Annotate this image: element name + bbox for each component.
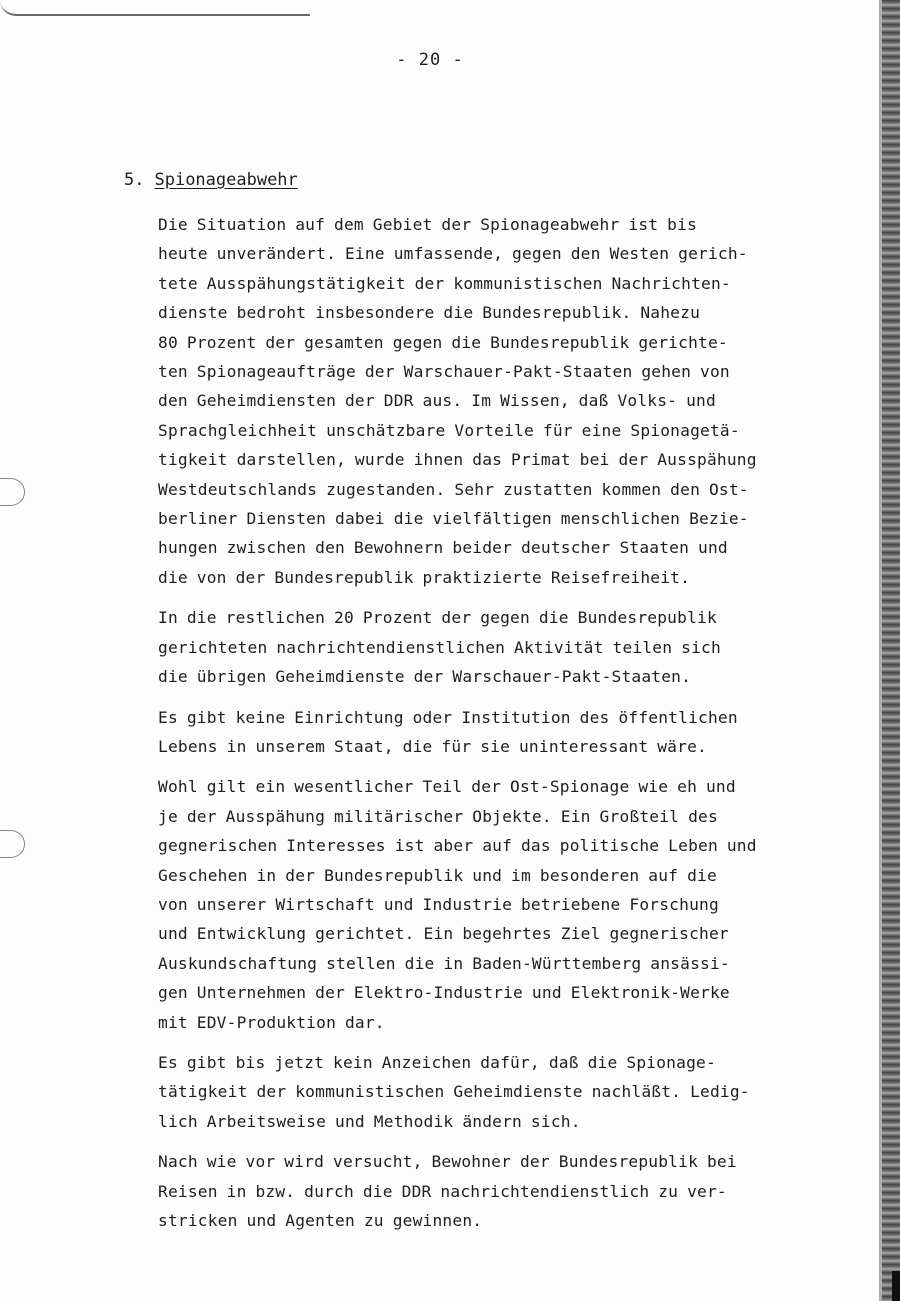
text-line: tete Ausspähungstätigkeit der kommunistischen Nachrichten-: [158, 273, 731, 293]
page-number: - 20 -: [396, 50, 464, 70]
punch-hole-mark-lower: [0, 830, 25, 858]
text-line: gen Unternehmen der Elektro-Industrie und Elektronik-Werke: [158, 983, 730, 1003]
text-line: gerichteten nachrichtendienstlichen Aktivität teilen sich: [158, 637, 721, 657]
text-line: Sprachgleichheit unschätzbare Vorteile für eine Spionagetä-: [158, 420, 740, 440]
text-line: dienste bedroht insbesondere die Bundesrepublik. Nahezu: [158, 303, 701, 323]
text-line: heute unverändert. Eine umfassende, gegen den Westen gerich-: [158, 244, 748, 264]
text-line: tigkeit darstellen, wurde ihnen das Primat bei der Ausspähung: [158, 450, 757, 470]
text-line: die übrigen Geheimdienste der Warschauer-Pakt-Staaten.: [158, 667, 692, 687]
text-line: Geschehen in der Bundesrepublik und im besonderen auf die: [158, 865, 717, 885]
text-line: In die restlichen 20 Prozent der gegen die Bundesrepublik: [158, 608, 717, 628]
paragraph: [158, 1048, 870, 1136]
text-line: Reisen in bzw. durch die DDR nachrichtendienstlich zu ver-: [158, 1181, 727, 1201]
scan-binding-edge: [882, 0, 900, 1301]
text-line: ten Spionageaufträge der Warschauer-Pakt-Staaten gehen von: [158, 362, 730, 382]
text-line: von unserer Wirtschaft und Industrie betriebene Forschung: [158, 894, 719, 914]
text-line: Auskundschaftung stellen die in Baden-Württemberg ansässi-: [158, 953, 730, 973]
text-line: je der Ausspähung militärischer Objekte. Ein Großteil des: [158, 806, 718, 826]
text-line: und Entwicklung gerichtet. Ein begehrtes Ziel gegnerischer: [158, 924, 729, 944]
section-number: 5.: [124, 170, 145, 190]
text-line: Lebens in unserem Staat, die für sie uninteressant wäre.: [158, 736, 707, 756]
text-line: hungen zwischen den Bewohnern beider deutscher Staaten und: [158, 538, 728, 558]
text-line: lich Arbeitsweise und Methodik ändern sich.: [158, 1111, 581, 1131]
text-line: den Geheimdiensten der DDR aus. Im Wissen, daß Volks- und: [158, 391, 716, 411]
text-line: tätigkeit der kommunistischen Geheimdienste nachläßt. Ledig-: [158, 1082, 750, 1102]
text-line: Westdeutschlands zugestanden. Sehr zustatten kommen den Ost-: [158, 479, 749, 499]
section-title: Spionageabwehr: [154, 170, 298, 190]
text-line: Es gibt bis jetzt kein Anzeichen dafür, daß die Spionage-: [158, 1052, 716, 1072]
text-line: berliner Diensten dabei die vielfältigen menschlichen Bezie-: [158, 509, 749, 529]
paragraph: [158, 703, 870, 762]
paragraph: [158, 1147, 870, 1235]
text-line: Wohl gilt ein wesentlicher Teil der Ost-Spionage wie eh und: [158, 777, 736, 797]
paragraph: [158, 603, 870, 691]
text-line: die von der Bundesrepublik praktizierte Reisefreiheit.: [158, 567, 691, 587]
text-line: 80 Prozent der gesamten gegen die Bundesrepublik gerichte-: [158, 332, 728, 352]
body-text: [158, 210, 870, 1246]
scan-top-rule: [0, 0, 310, 16]
text-line: gegnerischen Interesses ist aber auf das politische Leben und: [158, 836, 757, 856]
text-line: mit EDV-Produktion dar.: [158, 1012, 385, 1032]
text-line: stricken und Agenten zu gewinnen.: [158, 1211, 483, 1230]
text-line: Es gibt keine Einrichtung oder Institution des öffentlichen: [158, 707, 738, 727]
paragraph: [158, 210, 870, 592]
punch-hole-mark-upper: [0, 478, 25, 506]
paragraph: [158, 772, 870, 1037]
section-heading: [124, 170, 298, 190]
text-line: Die Situation auf dem Gebiet der Spionageabwehr ist bis: [158, 215, 698, 234]
text-line: Nach wie vor wird versucht, Bewohner der Bundesrepublik bei: [158, 1152, 737, 1172]
scan-corner-mark: [892, 1271, 900, 1301]
